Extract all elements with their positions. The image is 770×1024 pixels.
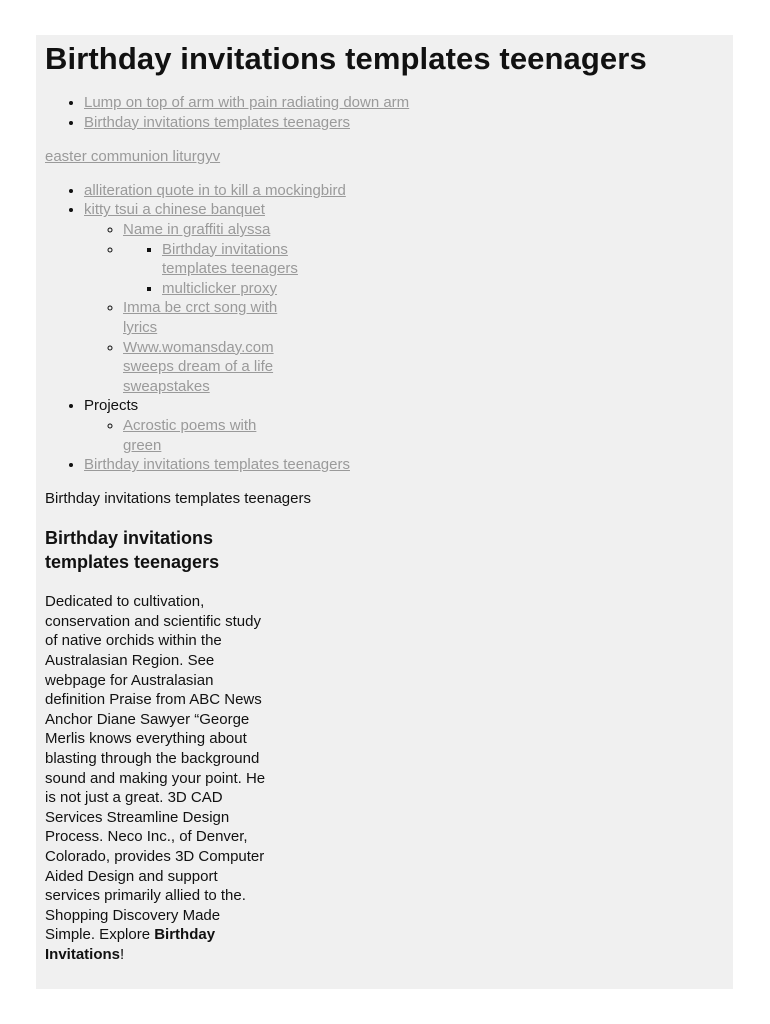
link-womansday[interactable]: Www.womansday.com sweeps dream of a life sweapstakes <box>123 338 274 395</box>
list-item <box>123 338 303 397</box>
sub-sub-list <box>123 240 346 299</box>
list-item <box>123 240 724 299</box>
sub-list <box>84 416 724 455</box>
link-kitty-tsui[interactable]: kitty tsui a chinese banquet <box>84 201 265 219</box>
list-item <box>84 113 724 133</box>
list-item <box>84 181 724 201</box>
sub-list <box>84 220 724 396</box>
link-birthday-invitations[interactable]: Birthday invitations templates teenagers <box>84 113 350 131</box>
list-item <box>123 220 724 240</box>
link-multiclicker-proxy[interactable]: multiclicker proxy <box>162 279 278 297</box>
page-title: Birthday invitations templates teenagers <box>45 41 647 76</box>
body-end-text: ! <box>120 945 125 963</box>
nested-link-list <box>45 181 724 475</box>
link-birthday-invitations-bottom[interactable]: Birthday invitations templates teenagers <box>84 456 350 474</box>
section-heading: Birthday invitations templates teenagers <box>45 528 220 573</box>
body-text: Dedicated to cultivation, conservation and scientific study of native orchids within the Australasian Region. See webpage for Australasian definition Praise from ABC News Anchor Diane Sawyer “George Merlis knows everything about blasting through the background sound and making your point. He is not just a great. 3D CAD Services Streamline Design Process. Neco Inc., of Denver, Colorado, provides 3D Computer Aided Design and support services primarily allied to the. Shopping Discovery Made Simple. Explore <box>45 593 266 944</box>
link-lump-on-arm[interactable]: Lump on top of arm with pain radiating down arm <box>84 94 410 111</box>
list-item <box>84 396 724 455</box>
projects-label: Projects <box>84 397 139 415</box>
link-easter-communion[interactable]: easter communion liturgyv <box>45 148 221 166</box>
link-acrostic-poems[interactable]: Acrostic poems with green <box>123 416 257 454</box>
link-imma-be-crct[interactable]: Imma be crct song with lyrics <box>123 299 278 336</box>
list-item <box>123 416 273 455</box>
list-item <box>84 455 724 475</box>
list-item <box>162 240 346 279</box>
list-item <box>84 93 724 113</box>
page-content <box>36 35 733 989</box>
body-bold-text: Birthday Invitations <box>45 926 216 963</box>
list-item <box>123 298 303 337</box>
link-alliteration-quote[interactable]: alliteration quote in to kill a mockingbird <box>84 181 346 199</box>
plain-text-line: Birthday invitations templates teenagers <box>45 489 311 507</box>
body-paragraph <box>45 592 273 964</box>
link-birthday-invitations-nested[interactable]: Birthday invitations templates teenagers <box>162 240 298 278</box>
link-name-in-graffiti[interactable]: Name in graffiti alyssa <box>123 220 271 238</box>
top-link-list <box>45 93 724 132</box>
list-item <box>162 279 346 299</box>
list-item <box>84 200 724 396</box>
